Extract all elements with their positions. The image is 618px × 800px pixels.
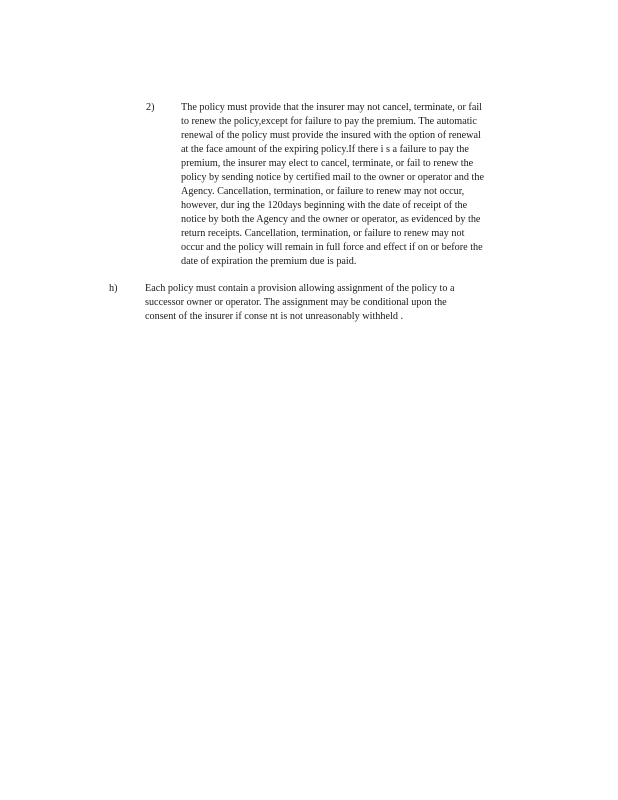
text-line: The policy must provide that the insurer may not cancel, terminate, or fail xyxy=(181,102,482,113)
text-line: occur and the policy will remain in full force and effect if on or before the xyxy=(181,242,483,253)
text-line: return receipts. Cancellation, termination, or failure to renew may not xyxy=(181,228,465,239)
text-line: Agency. Cancellation, termination, or failure to renew may not occur, xyxy=(181,186,465,197)
item-body xyxy=(181,101,541,269)
text-line: policy by sending notice by certified mail to the owner or operator and the xyxy=(181,172,484,183)
text-line: renewal of the policy must provide the insured with the option of renewal xyxy=(181,130,481,141)
text-line: premium, the insurer may elect to cancel, terminate, or fail to renew the xyxy=(181,158,474,169)
text-line: date of expiration the premium due is paid. xyxy=(181,256,357,267)
item-number: h) xyxy=(109,283,118,294)
text-line: Each policy must contain a provision allowing assignment of the policy to a xyxy=(145,283,455,294)
text-line: notice by both the Agency and the owner or operator, as evidenced by the xyxy=(181,214,481,225)
item-number: 2) xyxy=(146,102,155,113)
item-body xyxy=(145,282,515,324)
text-line: to renew the policy,except for failure to pay the premium. The automatic xyxy=(181,116,477,127)
text-line: successor owner or operator. The assignment may be conditional upon the xyxy=(145,297,447,308)
text-line: however, dur ing the 120days beginning with the date of receipt of the xyxy=(181,200,468,211)
text-line: at the face amount of the expiring policy.If there i s a failure to pay the xyxy=(181,144,469,155)
text-line: consent of the insurer if conse nt is not unreasonably withheld . xyxy=(145,311,404,322)
